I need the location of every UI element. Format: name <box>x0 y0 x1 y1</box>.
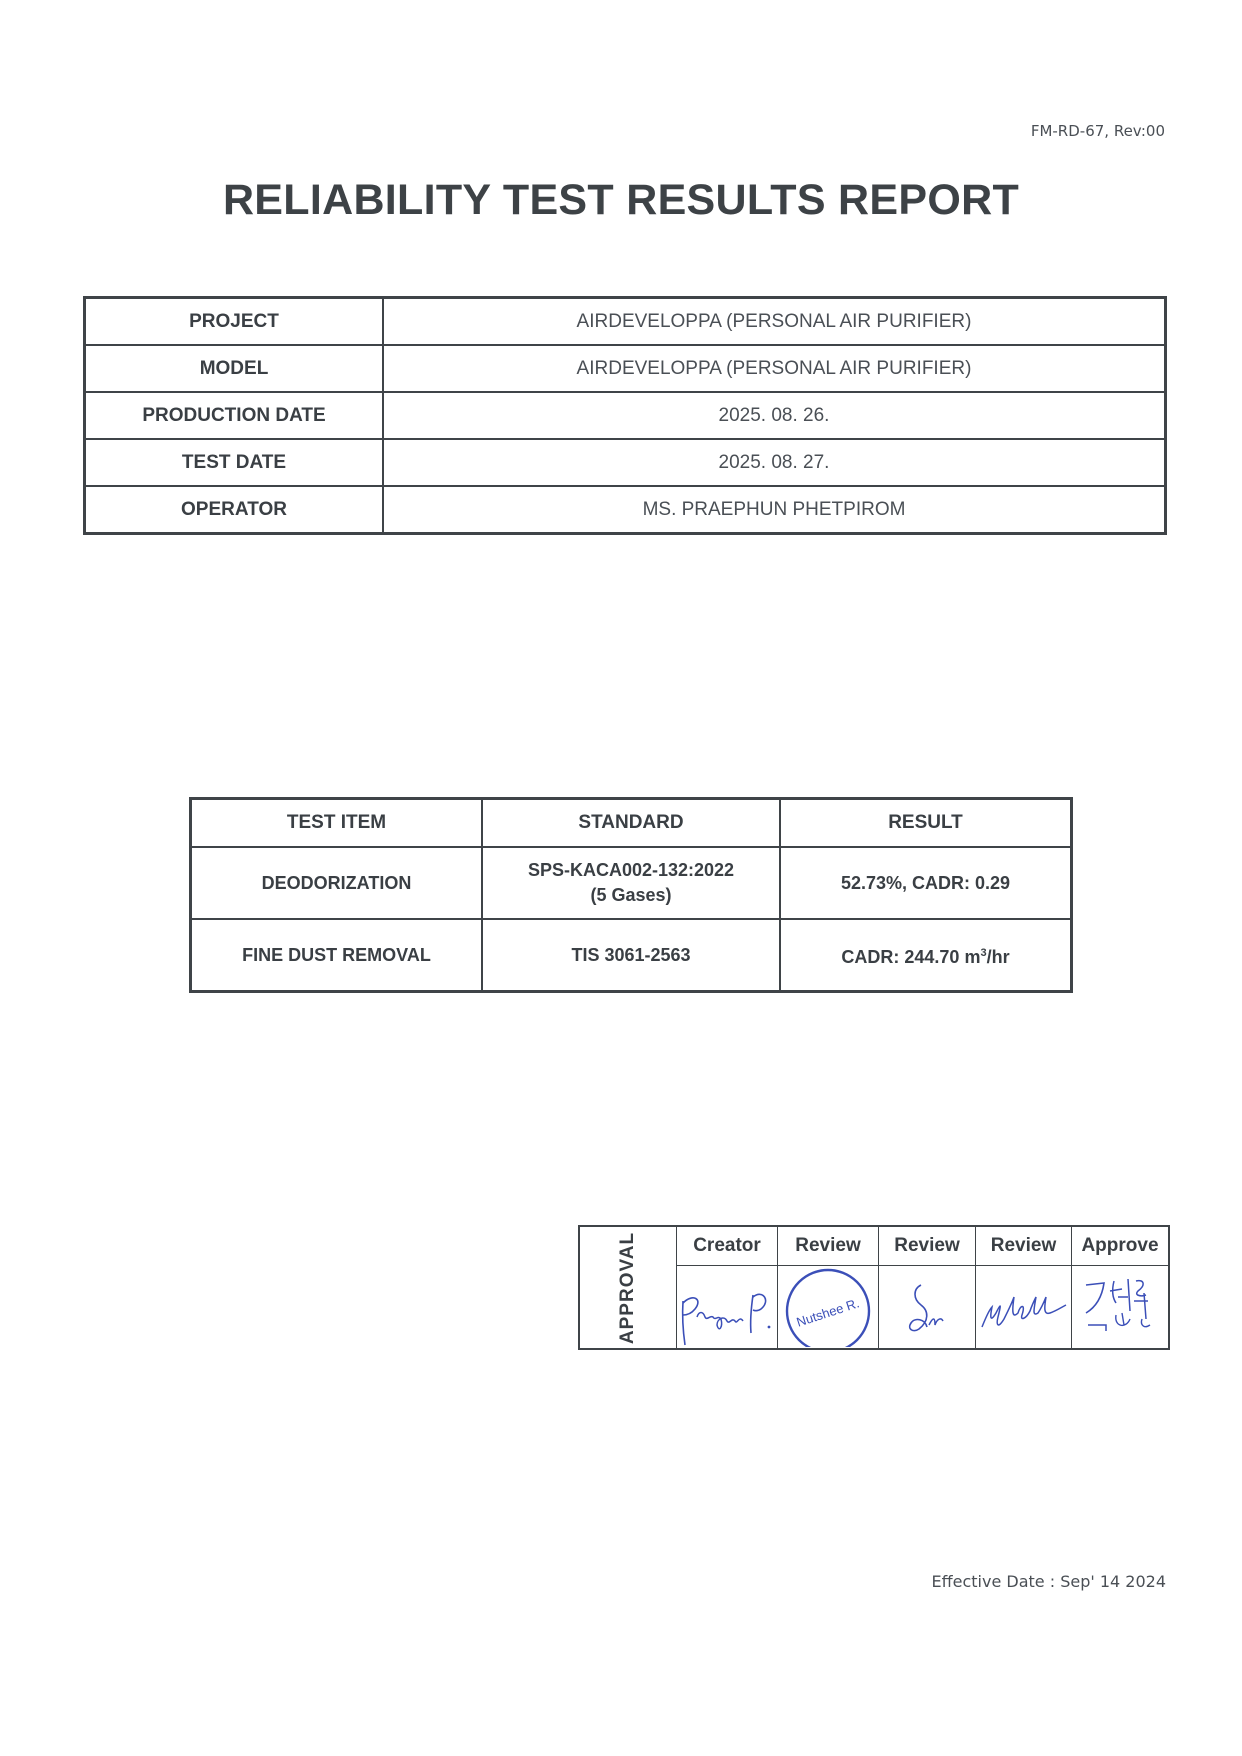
signature-approve <box>1072 1266 1170 1350</box>
standard-cell: TIS 3061-2563 <box>482 919 780 992</box>
role-creator: Creator <box>677 1226 778 1266</box>
result-unit: /hr <box>986 946 1010 967</box>
project-label: PROJECT <box>85 298 384 346</box>
role-approve: Approve <box>1072 1226 1170 1266</box>
form-code: FM-RD-67, Rev:00 <box>1030 122 1165 140</box>
standard-note: (5 Gases) <box>590 885 672 905</box>
page-title: RELIABILITY TEST RESULTS REPORT <box>222 176 1020 224</box>
test-date-value: 2025. 08. 27. <box>383 439 1166 486</box>
handwritten-signature-creator <box>677 1267 777 1347</box>
role-review-2: Review <box>879 1226 976 1266</box>
info-row-operator <box>85 486 1166 534</box>
operator-value: MS. PRAEPHUN PHETPIROM <box>383 486 1166 534</box>
approval-table <box>578 1225 1170 1350</box>
results-row-fine-dust <box>191 919 1072 992</box>
signature-review-3 <box>976 1266 1072 1350</box>
signature-creator <box>677 1266 778 1350</box>
svg-text:Nutshee R.: Nutshee R. <box>794 1295 862 1330</box>
approval-stamp <box>778 1267 878 1347</box>
production-date-label: PRODUCTION DATE <box>85 392 384 439</box>
result-value: CADR: 244.70 m <box>841 946 981 967</box>
approval-label: APPROVAL <box>617 1231 638 1344</box>
info-row-test-date <box>85 439 1166 486</box>
handwritten-signature-review-3 <box>976 1267 1071 1347</box>
signature-review-1 <box>778 1266 879 1350</box>
result-cell <box>780 919 1072 992</box>
info-row-model <box>85 345 1166 392</box>
approval-roles-row <box>579 1226 1169 1266</box>
role-review-3: Review <box>976 1226 1072 1266</box>
header-standard: STANDARD <box>482 799 780 848</box>
approval-label-cell <box>579 1226 677 1349</box>
test-item-cell: DEODORIZATION <box>191 847 483 919</box>
model-label: MODEL <box>85 345 384 392</box>
header-result: RESULT <box>780 799 1072 848</box>
result-cell: 52.73%, CADR: 0.29 <box>780 847 1072 919</box>
info-table <box>83 296 1167 535</box>
test-date-label: TEST DATE <box>85 439 384 486</box>
results-header-row <box>191 799 1072 848</box>
handwritten-signature-approve <box>1074 1267 1166 1347</box>
unit-superscript: 3 <box>980 946 987 959</box>
standard-cell <box>482 847 780 919</box>
info-row-production-date <box>85 392 1166 439</box>
model-value: AIRDEVELOPPA (PERSONAL AIR PURIFIER) <box>383 345 1166 392</box>
operator-label: OPERATOR <box>85 486 384 534</box>
test-item-cell: FINE DUST REMOVAL <box>191 919 483 992</box>
effective-date-label: Effective Date : <box>931 1572 1056 1591</box>
production-date-value: 2025. 08. 26. <box>383 392 1166 439</box>
handwritten-signature-review-2 <box>879 1267 975 1347</box>
results-table <box>189 797 1073 993</box>
project-value: AIRDEVELOPPA (PERSONAL AIR PURIFIER) <box>383 298 1166 346</box>
results-row-deodorization <box>191 847 1072 919</box>
effective-date <box>880 1572 1166 1591</box>
standard-line: SPS-KACA002-132:2022 <box>527 860 735 880</box>
signature-review-2 <box>879 1266 976 1350</box>
effective-date-value: Sep' 14 2024 <box>1060 1572 1166 1591</box>
role-review-1: Review <box>778 1226 879 1266</box>
info-row-project <box>85 298 1166 346</box>
header-test-item: TEST ITEM <box>191 799 483 848</box>
